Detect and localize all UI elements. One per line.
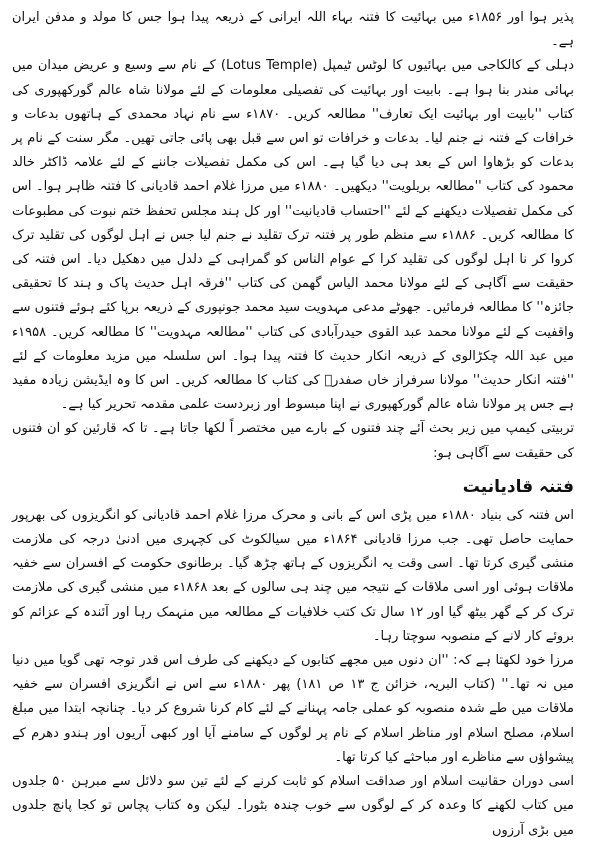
intro-paragraph-2: دہلی کے کالکاجی میں بہائیوں کا لوٹس ٹیمپل (Lotus Temple) کے نام سے وسیع و عریض میدان میں بہائی مندر بنا ہوا ہے۔ بابیت اور بہائیت کی تفصیلی معلومات کے لئے مولانا شاہ عالم گورکھپوری کی کتاب ''بابیت اور بہائیت ایک تعارف'' مطالعہ کریں۔ ۱۸۷۰ء سے نام نہاد محمدی کے ہاتھوں بدعات و خرافات کے فتنہ نے جنم لیا۔ بدعات و خرافات تو اس سے قبل بھی پائی جاتی تھیں۔ مگر سنت کے نام پر بدعات کو بڑھاوا اس کے بعد ہی دیا گیا ہے۔ اس کی مکمل تفصیلات جاننے کے لئے علامہ ڈاکٹر خالد محمود کی کتاب ''مطالعہ بریلویت'' دیکھیں۔ ۱۸۸۰ء میں مرزا غلام احمد قادیانی کا فتنہ ظاہر ہوا۔ اس کی مکمل تفصیلات دیکھنے کے لئے ''احتساب قادیانیت'' اور کل ہند مجلس تحفظ ختم نبوت کی مطبوعات کا مطالعہ کریں۔ ۱۸۸۶ء سے منظم طور پر فتنہ ترک تقلید نے جنم لیا جس نے اہل لوگوں کی تقلید ترک کروا کر نا اہل لوگوں کی تقلید کرا کے عوام الناس کو گمراہی کے دلدل میں دھکیل دیا۔ اس فتنہ کی حقیقت سے آگاہی کے لئے مولانا محمد الیاس گھمن کی کتاب ''فرقہ اہل حدیث پاک و ہند کا تحقیقی جائزہ'' کا مطالعہ فرمائیں۔ جھوٹے مدعی مہدویت سید محمد جونپوری کے ذریعہ برپا کئے ہوئے فتنوں سے واقفیت کے لئے مولانا محمد عبد القوی حیدرآبادی کی کتاب ''مطالعہ مہدویت'' کا مطالعہ کریں۔ ۱۹۵۸ء میں عبد اللہ چکڑالوی کے ذریعہ انکار حدیث کا فتنہ پیدا ہوا۔ اس سلسلہ میں مزید معلومات کے لئے ''فتنہ انکار حدیث'' مولانا سرفراز خاں صفدرؒ کی کتاب کا مطالعہ کریں۔ اس کا وہ ایڈیشن زیادہ مفید ہے جس پر مولانا شاہ عالم گورکھپوری نے اپنا مبسوط اور زبردست علمی مقدمہ تحریر کیا ہے۔ bbox=[12, 58, 575, 413]
intro-paragraph-1: پذیر ہوا اور ۱۸۵۶ء میں بہائیت کا فتنہ بہاء اللہ ایرانی کے ذریعہ پیدا ہوا جس کا مولد و مدفن ایران ہے۔ bbox=[12, 10, 574, 50]
body-paragraph-3: اسی دوران حقانیت اسلام اور صداقت اسلام کو ثابت کرنے کے لئے تین سو دلائل سے مبرہن ۵۰ جلدوں میں کتاب لکھنے کا وعدہ کر کے لوگوں سے خوب چندہ بٹورا۔ لیکن وہ کتاب پچاس تو کجا پانچ جلدوں میں بڑی آرزوں bbox=[12, 774, 574, 838]
body-paragraph-2: مرزا خود لکھتا ہے کہ: ''ان دنوں میں مجھے کتابوں کے دیکھنے کی طرف اس قدر توجہ تھی گویا میں دنیا میں نہ تھا۔'' (کتاب البریہ، خزائن ج ۱۳ ص ۱۸۱) پھر ۱۸۸۰ء سے اس نے انگریزی افسران سے خفیہ ملاقات میں طے شدہ منصوبہ کو عملی جامہ پہنانے کے لئے کام کرنا شروع کر دیا۔ چنانچہ ابتدا میں مبلغ اسلام، مصلح اسلام اور مناظر اسلام کے نام پر لوگوں کے سامنے آیا اور کبھی آریوں اور ہندو دھرم کے پیشواؤں سے مناظرے اور مباحثے کیا کرتا تھا۔ bbox=[12, 653, 574, 765]
body-paragraph-1: اس فتنہ کی بنیاد ۱۸۸۰ء میں پڑی اس کے بانی و محرک مرزا غلام احمد قادیانی کو انگریزوں کی بھرپور حمایت حاصل تھی۔ جب مرزا قادیانی ۱۸۶۴ء میں سیالکوٹ کی کچہری میں ادنیٰ درجہ کی ملازمت منشی گیری کرتا تھا۔ اسی وقت یہ انگریزوں کے ہاتھ چڑھ گیا۔ برطانوی حکومت کے افسران سے خفیہ ملاقات ہوئی اور اسی ملاقات کے نتیجہ میں چند ہی سالوں کے بعد ۱۸۶۸ء میں منشی گیری کی ملازمت ترک کر کے گھر بیٹھ گیا اور ۱۲ سال تک کتب خلافیات کے مطالعہ میں منہمک رہا اور آئندہ کے عزائم کو بروئے کار لانے کے منصوبہ سوچتا رہا۔ bbox=[12, 507, 574, 644]
intro-paragraph-3: تربیتی کیمپ میں زیر بحث آئے چند فتنوں کے بارے میں مختصر اً لکھا جاتا ہے۔ تا کہ قارئین کو ان فتنوں کی حقیقت سے آگاہی ہو: bbox=[12, 421, 574, 461]
section-heading: فتنہ قادیانیت bbox=[462, 476, 574, 497]
